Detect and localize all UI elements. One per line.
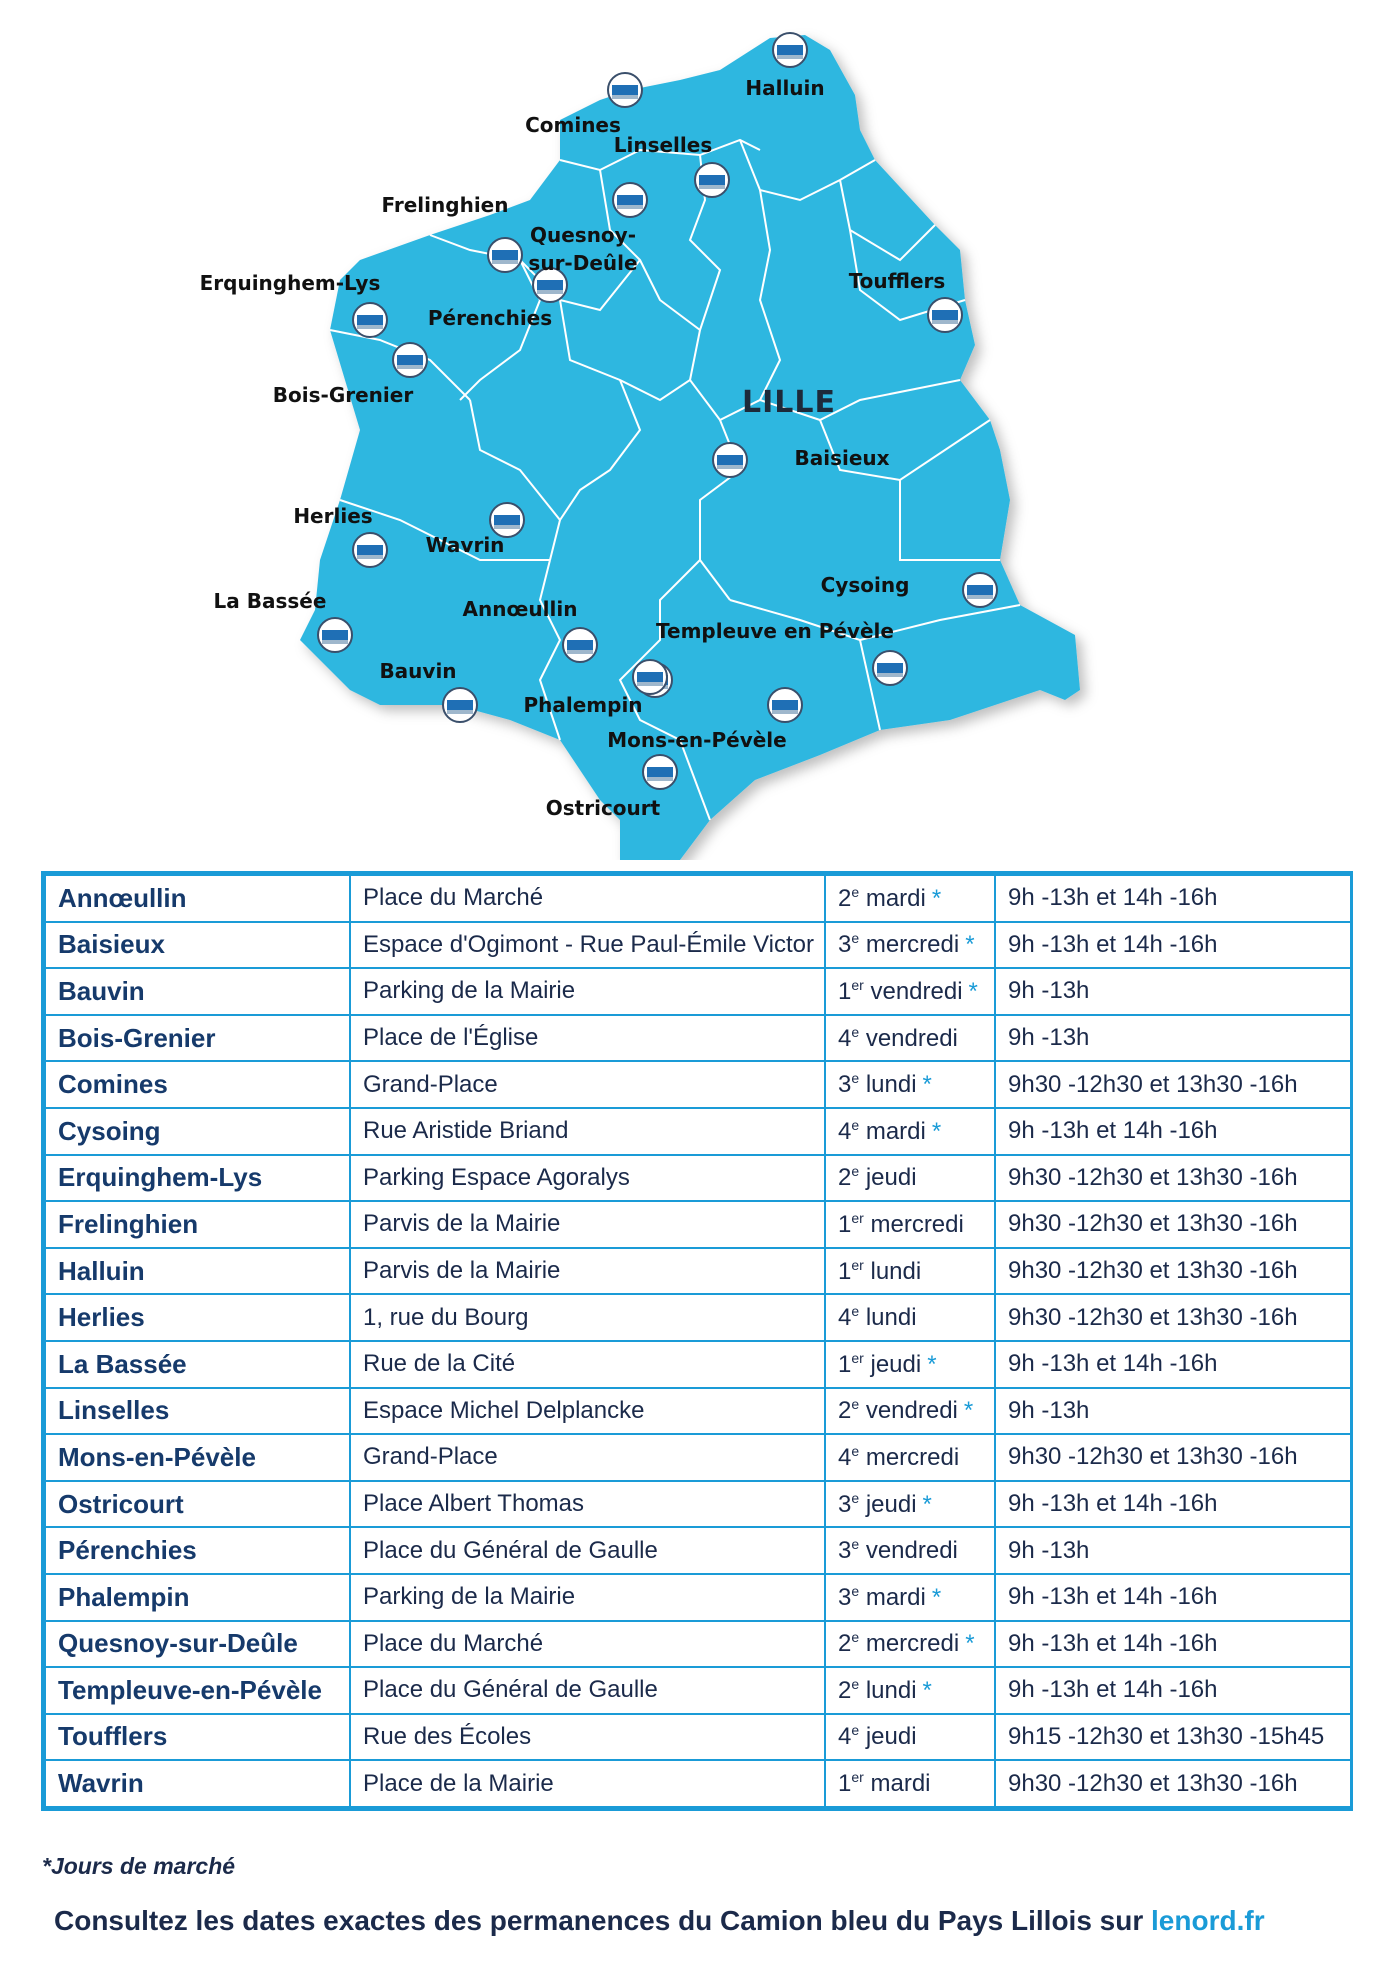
commune-cell: Herlies [45,1294,350,1341]
market-day-star: * [931,884,942,912]
location-cell: Place Albert Thomas [350,1481,825,1528]
day-cell [825,1481,995,1528]
hours-cell: 9h -13h et 14h -16h [995,1667,1351,1714]
day-ordinal: 4 [838,1443,852,1471]
day-ordinal: 4 [838,1117,852,1145]
day-ordinal: 3 [838,1537,852,1565]
location-cell: 1, rue du Bourg [350,1294,825,1341]
day-ordinal: 2 [838,1397,852,1425]
commune-cell: Linselles [45,1388,350,1435]
hours-cell: 9h -13h [995,968,1351,1015]
day-name: mercredi [859,1443,960,1471]
day-ordinal-suffix: e [851,883,860,900]
blue-truck-marker-icon [608,73,642,107]
commune-cell: Ostricourt [45,1481,350,1528]
day-name: mardi [859,884,926,912]
commune-cell: Templeuve-en-Pévèle [45,1667,350,1714]
day-cell [825,1527,995,1574]
day-ordinal: 3 [838,931,852,959]
day-ordinal: 2 [838,1630,852,1658]
location-cell: Place du Marché [350,875,825,922]
day-ordinal: 4 [838,1024,852,1052]
market-day-star: * [931,1583,942,1611]
location-cell: Parking de la Mairie [350,968,825,1015]
day-ordinal: 1 [838,1210,852,1238]
day-cell [825,922,995,969]
location-cell: Parvis de la Mairie [350,1248,825,1295]
place-label: Toufflers [848,269,946,293]
day-name: jeudi [859,1490,917,1518]
table-row [45,1760,1351,1807]
commune-cell: Toufflers [45,1714,350,1761]
place-label: Ostricourt [545,796,661,820]
location-cell: Espace d'Ogimont - Rue Paul-Émile Victor [350,922,825,969]
day-name: mardi [859,1583,926,1611]
day-ordinal: 1 [838,977,852,1005]
place-label: Frelinghien [381,193,509,217]
day-ordinal: 3 [838,1583,852,1611]
table-row [45,1574,1351,1621]
hours-cell: 9h30 -12h30 et 13h30 -16h [995,1155,1351,1202]
day-cell [825,1667,995,1714]
blue-truck-marker-icon [353,533,387,567]
lenord-link[interactable]: lenord.fr [1151,1905,1265,1936]
commune-cell: Cysoing [45,1108,350,1155]
footer-note [54,1905,1265,1937]
place-label: Linselles [613,133,713,157]
day-ordinal-suffix: e [851,1023,860,1040]
place-label: Annœullin [462,597,578,621]
table-row [45,1108,1351,1155]
location-cell: Rue de la Cité [350,1341,825,1388]
table-row [45,1481,1351,1528]
market-day-star: * [963,1397,974,1425]
day-ordinal: 3 [838,1490,852,1518]
day-ordinal-suffix: e [851,1582,860,1599]
table-row [45,1248,1351,1295]
hours-cell: 9h30 -12h30 et 13h30 -16h [995,1061,1351,1108]
day-name: mercredi [863,1210,964,1238]
market-day-star: * [922,1676,932,1704]
place-label: Quesnoy- [529,223,637,247]
day-cell [825,1108,995,1155]
blue-truck-marker-icon [490,503,524,537]
place-label: Bois-Grenier [272,383,414,407]
day-cell [825,1155,995,1202]
day-ordinal: 3 [838,1071,852,1099]
location-cell: Parvis de la Mairie [350,1201,825,1248]
hours-cell: 9h30 -12h30 et 13h30 -16h [995,1760,1351,1807]
market-day-star: * [931,1117,942,1145]
hours-cell: 9h -13h et 14h -16h [995,1574,1351,1621]
day-ordinal-suffix: er [851,1256,864,1273]
day-ordinal-suffix: e [851,930,860,947]
hours-cell: 9h30 -12h30 et 13h30 -16h [995,1201,1351,1248]
place-label: Mons-en-Pévèle [607,728,787,752]
hours-cell: 9h -13h [995,1527,1351,1574]
day-cell [825,1201,995,1248]
table-row [45,922,1351,969]
location-cell: Rue des Écoles [350,1714,825,1761]
location-cell: Place de l'Église [350,1015,825,1062]
table-row [45,968,1351,1015]
day-ordinal-suffix: e [851,1722,860,1739]
hours-cell: 9h -13h et 14h -16h [995,922,1351,969]
market-day-star: * [965,1630,975,1658]
blue-truck-marker-icon [713,443,747,477]
day-name: vendredi [863,977,963,1005]
day-ordinal: 2 [838,1164,852,1192]
day-cell [825,1248,995,1295]
day-ordinal-suffix: er [851,1769,864,1786]
commune-cell: Wavrin [45,1760,350,1807]
day-ordinal: 2 [838,1676,852,1704]
market-day-star: * [922,1490,932,1518]
pays-lillois-map [0,0,1387,860]
commune-cell: Frelinghien [45,1201,350,1248]
day-name: jeudi [859,1723,917,1751]
day-ordinal: 4 [838,1723,852,1751]
day-ordinal-suffix: e [851,1489,860,1506]
day-ordinal-suffix: e [851,1163,860,1180]
table-row [45,1388,1351,1435]
place-label: Phalempin [523,693,643,717]
commune-cell: Comines [45,1061,350,1108]
hours-cell: 9h -13h et 14h -16h [995,1481,1351,1528]
day-cell [825,1434,995,1481]
day-cell [825,1341,995,1388]
table-row [45,1527,1351,1574]
table-row [45,875,1351,922]
location-cell: Place du Général de Gaulle [350,1667,825,1714]
day-ordinal-suffix: e [851,1629,860,1646]
place-label: Halluin [745,76,825,100]
hours-cell: 9h -13h et 14h -16h [995,1341,1351,1388]
place-label: sur-Deûle [528,251,638,275]
hours-cell: 9h -13h et 14h -16h [995,1108,1351,1155]
hours-cell: 9h30 -12h30 et 13h30 -16h [995,1434,1351,1481]
commune-cell: Bauvin [45,968,350,1015]
blue-truck-marker-icon [773,33,807,67]
blue-truck-marker-icon [768,688,802,722]
day-cell [825,968,995,1015]
city-label-lille: LILLE [742,385,837,420]
day-name: lundi [859,1071,917,1099]
day-ordinal-suffix: e [851,1442,860,1459]
day-name: vendredi [859,1397,958,1425]
blue-truck-marker-icon [633,660,667,694]
day-ordinal-suffix: e [851,1303,860,1320]
blue-truck-marker-icon [393,343,427,377]
commune-cell: Quesnoy-sur-Deûle [45,1621,350,1668]
commune-cell: Bois-Grenier [45,1015,350,1062]
blue-truck-marker-icon [963,573,997,607]
commune-cell: Pérenchies [45,1527,350,1574]
day-name: jeudi [863,1350,922,1378]
commune-cell: Baisieux [45,922,350,969]
place-label: La Bassée [213,589,327,613]
table-row [45,1434,1351,1481]
day-cell [825,875,995,922]
location-cell: Rue Aristide Briand [350,1108,825,1155]
place-label: Cysoing [820,573,910,597]
place-label: Erquinghem-Lys [199,271,381,295]
day-cell [825,1388,995,1435]
day-name: mercredi [859,931,960,959]
blue-truck-marker-icon [318,618,352,652]
place-label: Templeuve en Pévèle [656,619,894,643]
blue-truck-marker-icon [643,755,677,789]
day-ordinal: 2 [838,884,852,912]
day-ordinal-suffix: e [851,1070,860,1087]
location-cell: Place du Général de Gaulle [350,1527,825,1574]
location-cell: Place de la Mairie [350,1760,825,1807]
blue-truck-marker-icon [695,163,729,197]
table-row [45,1341,1351,1388]
blue-truck-marker-icon [563,628,597,662]
day-cell [825,1574,995,1621]
market-day-star: * [927,1350,937,1378]
day-ordinal-suffix: e [851,1675,860,1692]
location-cell: Parking de la Mairie [350,1574,825,1621]
market-day-star: * [922,1071,932,1099]
day-ordinal: 1 [838,1350,852,1378]
day-name: lundi [863,1257,922,1285]
day-name: mardi [859,1117,926,1145]
hours-cell: 9h -13h et 14h -16h [995,1621,1351,1668]
footer-text: Consultez les dates exactes des permanences du Camion bleu du Pays Lillois sur [54,1905,1152,1936]
place-label: Bauvin [379,659,457,683]
blue-truck-marker-icon [488,238,522,272]
table-row [45,1061,1351,1108]
day-cell [825,1015,995,1062]
market-day-star: * [965,931,975,959]
place-label: Comines [525,113,621,137]
day-ordinal: 1 [838,1770,852,1798]
commune-cell: Phalempin [45,1574,350,1621]
commune-cell: Halluin [45,1248,350,1295]
market-day-star: * [968,977,978,1005]
day-cell [825,1061,995,1108]
location-cell: Espace Michel Delplancke [350,1388,825,1435]
blue-truck-marker-icon [613,183,647,217]
day-cell [825,1294,995,1341]
day-ordinal-suffix: e [851,1116,860,1133]
blue-truck-marker-icon [443,688,477,722]
market-days-footnote: *Jours de marché [42,1853,236,1879]
commune-cell: Mons-en-Pévèle [45,1434,350,1481]
day-cell [825,1760,995,1807]
day-ordinal-suffix: e [851,1396,860,1413]
day-ordinal: 1 [838,1257,852,1285]
hours-cell: 9h -13h [995,1388,1351,1435]
day-name: lundi [859,1676,917,1704]
location-cell: Grand-Place [350,1434,825,1481]
hours-cell: 9h30 -12h30 et 13h30 -16h [995,1294,1351,1341]
place-label: Herlies [293,504,373,528]
table-row [45,1155,1351,1202]
day-name: mardi [863,1770,931,1798]
place-label: Pérenchies [427,306,553,330]
day-cell [825,1621,995,1668]
day-ordinal-suffix: er [851,1209,864,1226]
location-cell: Parking Espace Agoralys [350,1155,825,1202]
day-name: vendredi [859,1537,958,1565]
location-cell: Grand-Place [350,1061,825,1108]
table-row [45,1015,1351,1062]
table-row [45,1667,1351,1714]
day-ordinal-suffix: er [851,1349,864,1366]
hours-cell: 9h15 -12h30 et 13h30 -15h45 [995,1714,1351,1761]
day-name: lundi [859,1304,917,1332]
table-row [45,1201,1351,1248]
day-ordinal-suffix: e [851,1536,860,1553]
location-cell: Place du Marché [350,1621,825,1668]
place-label: Wavrin [425,533,505,557]
day-name: jeudi [859,1164,917,1192]
blue-truck-marker-icon [873,651,907,685]
day-cell [825,1714,995,1761]
day-name: vendredi [859,1024,958,1052]
table-row [45,1714,1351,1761]
schedule-table [41,871,1353,1811]
commune-cell: Annœullin [45,875,350,922]
table-row [45,1294,1351,1341]
table-row [45,1621,1351,1668]
hours-cell: 9h -13h et 14h -16h [995,875,1351,922]
blue-truck-marker-icon [928,298,962,332]
blue-truck-marker-icon [353,303,387,337]
place-label: Baisieux [794,446,890,470]
day-ordinal: 4 [838,1304,852,1332]
hours-cell: 9h -13h [995,1015,1351,1062]
day-ordinal-suffix: er [851,976,864,993]
day-name: mercredi [859,1630,960,1658]
commune-cell: La Bassée [45,1341,350,1388]
commune-cell: Erquinghem-Lys [45,1155,350,1202]
hours-cell: 9h30 -12h30 et 13h30 -16h [995,1248,1351,1295]
